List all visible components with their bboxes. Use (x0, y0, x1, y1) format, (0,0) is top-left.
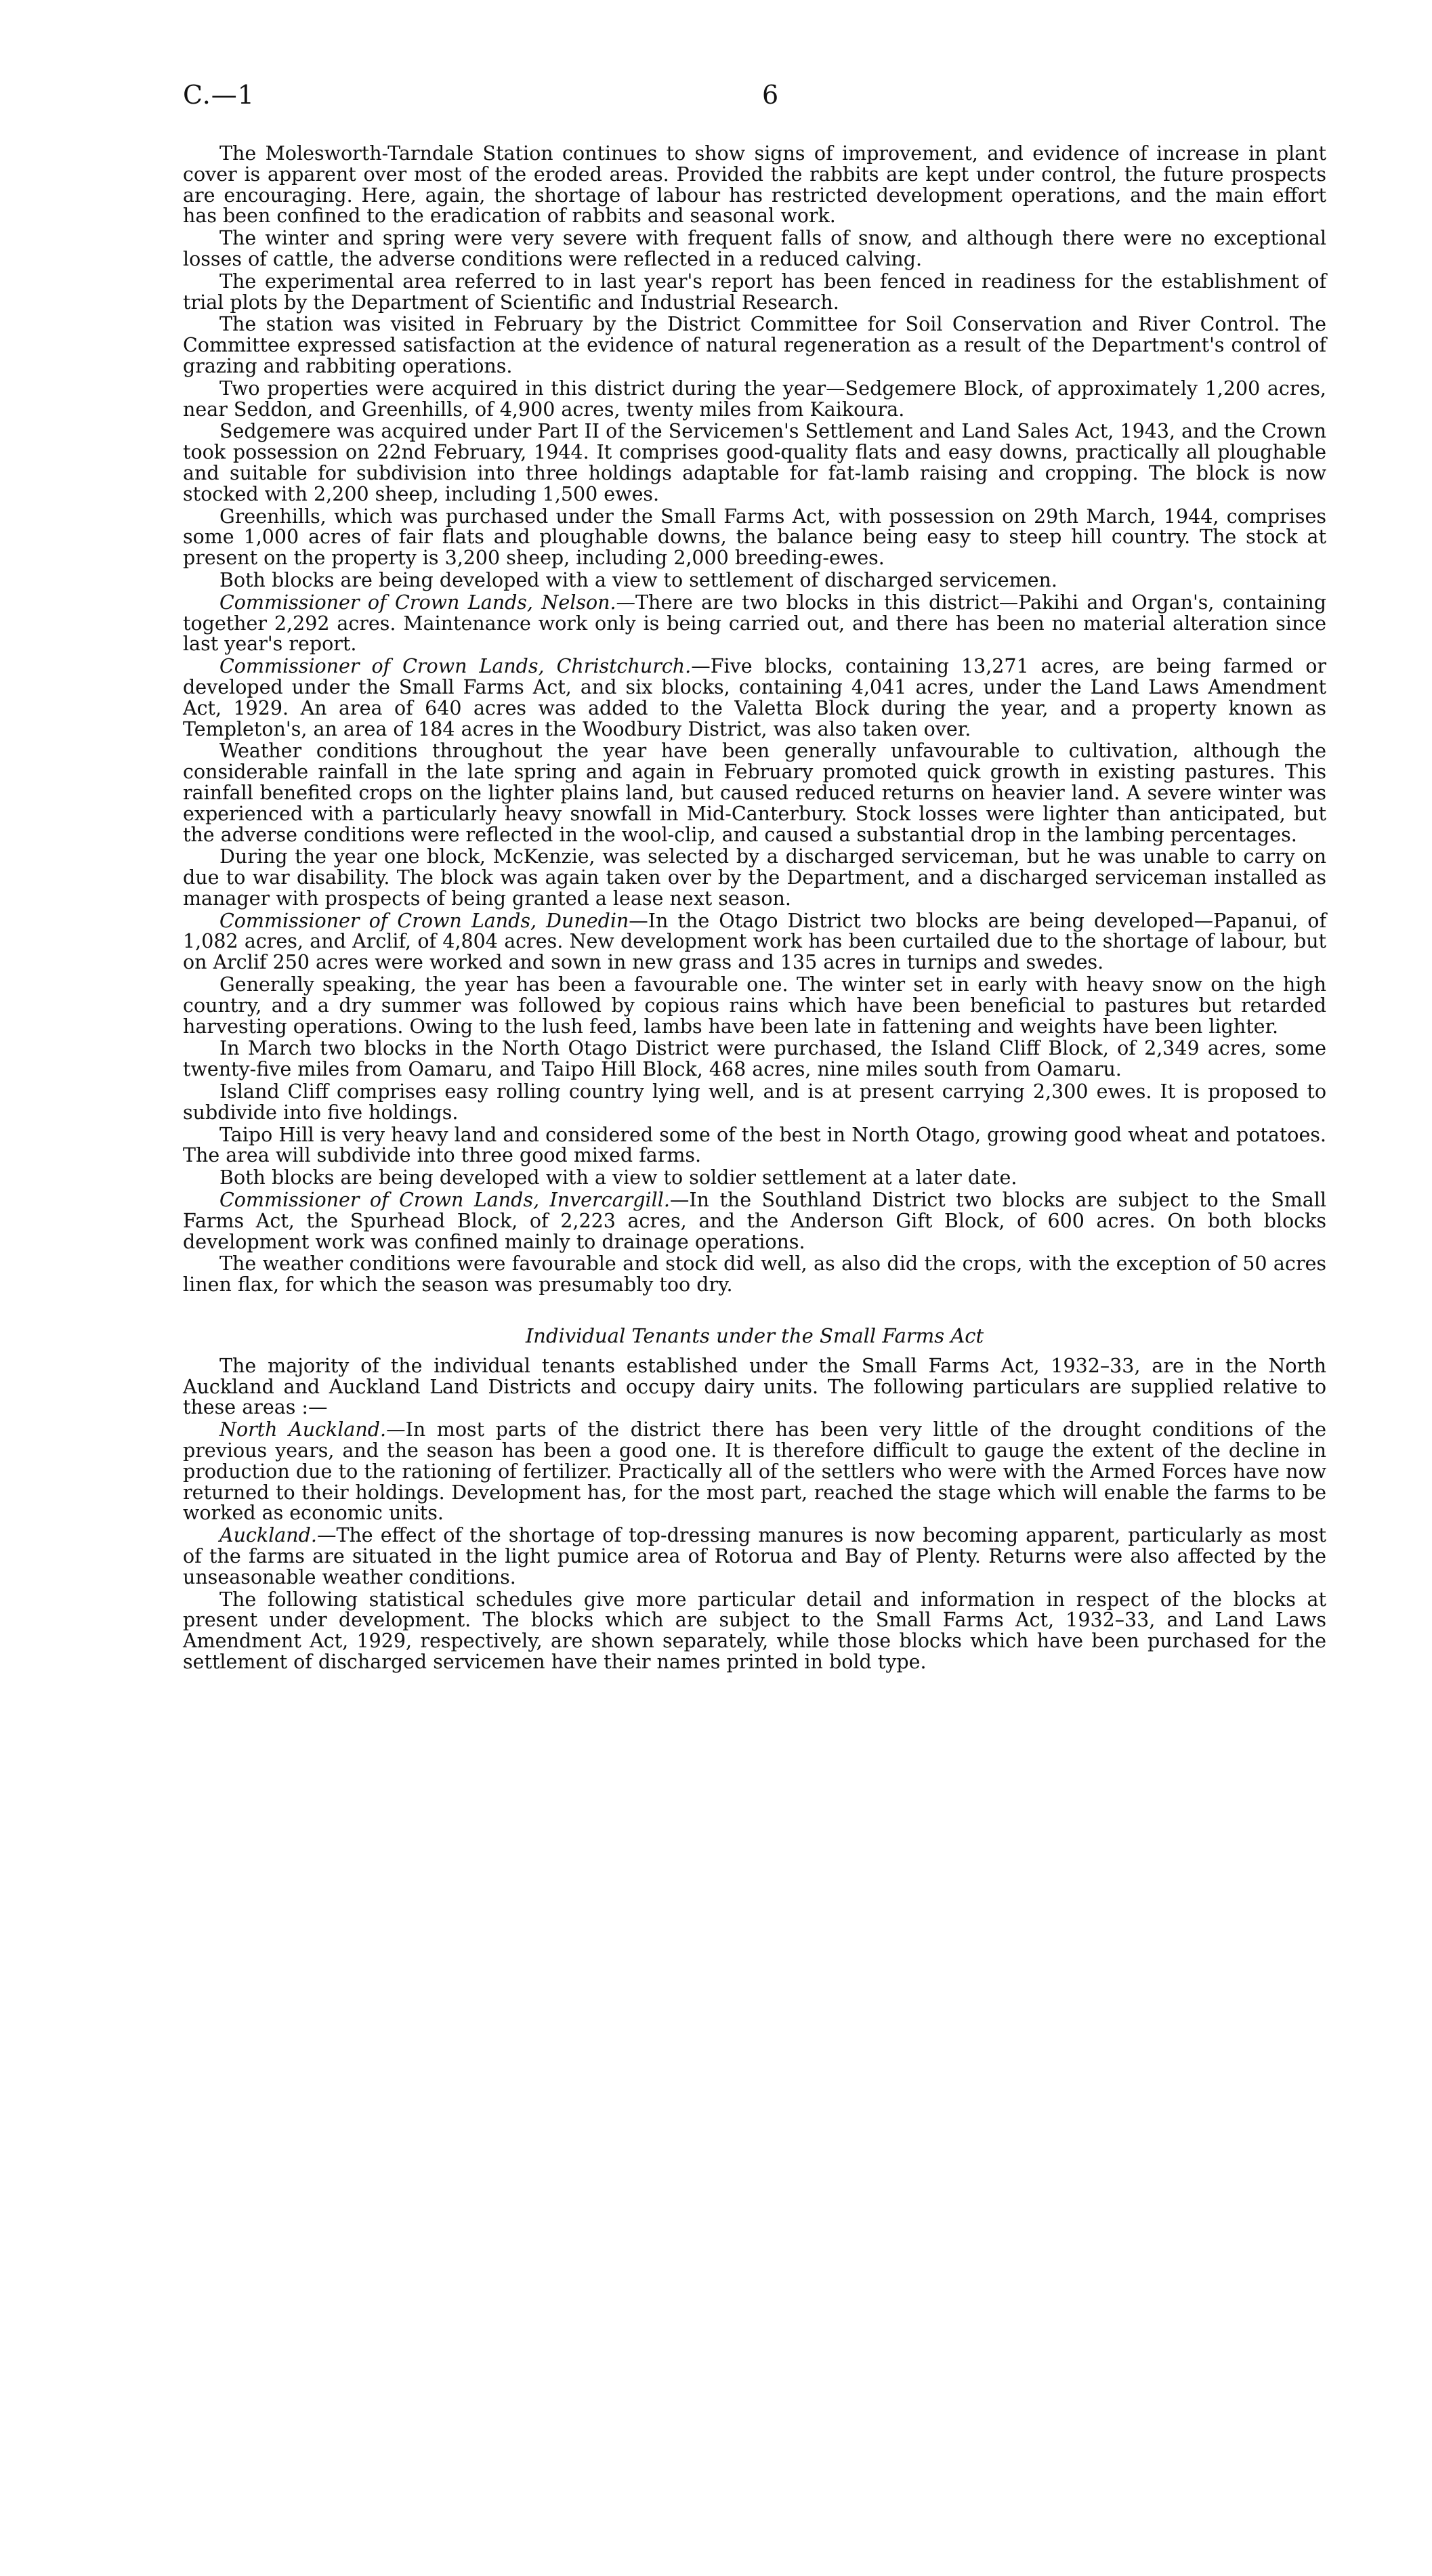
paragraph: Weather conditions throughout the year have been generally unfavourable to cultivation, although the considerable rainfall in the late spring and again in February promoted quick growth in existing pastures. This rainfall benefited crops on the lighter plains land, but caused reduced returns on heavier land. A severe winter was experienced with a particularly heavy snowfall in Mid-Canterbury. Stock losses were lighter than anticipated, but the adverse conditions were reflected in the wool-clip, and caused a substantial drop in the lambing percentages. (183, 740, 1326, 846)
auckland-text: —The effect of the shortage of top-dressing manures is now becoming apparent, particularly as most of the farms are situated in the light pumice area of Rotorua and Bay of Plenty. Returns were also affected by the unseasonable weather conditions. (183, 1524, 1326, 1588)
paragraph: The winter and spring were very severe with frequent falls of snow, and although there were no exceptional losses of cattle, the adverse conditions were reflected in a reduced calving. (183, 227, 1326, 270)
paragraph-nelson (183, 593, 1326, 655)
paragraph-christchurch (183, 656, 1326, 740)
paragraph: Island Cliff comprises easy rolling country lying well, and is at present carrying 2,300 ewes. It is proposed to subdivide into five holdings. (183, 1080, 1326, 1124)
paragraph: In March two blocks in the North Otago District were purchased, the Island Cliff Block, of 2,349 acres, some twenty-five miles from Oamaru, and Taipo Hill Block, 468 acres, nine miles south from Oamaru. (183, 1037, 1326, 1081)
paragraph: Generally speaking, the year has been a favourable one. The winter set in early with heavy snow on the high country, and a dry summer was followed by copious rains which have been beneficial to pastures but retarded harvesting operations. Owing to the lush feed, lambs have been late in fattening and weights have been lighter. (183, 973, 1326, 1038)
christchurch-text: —Five blocks, containing 13,271 acres, are being farmed or developed under the Small Farms Act, and six blocks, containing 4,041 acres, under the Land Laws Amendment Act, 1929. An area of 640 acres was added to the Valetta Block during the year, and a property known as Templeton's, an area of 184 acres in the Woodbury District, was also taken over. (183, 655, 1326, 740)
paragraph-auckland (183, 1525, 1326, 1588)
paragraph: The weather conditions were favourable and stock did well, as also did the crops, with the exception of 50 acres linen flax, for which the season was presumably too dry. (183, 1252, 1326, 1296)
christchurch-label: Commissioner of Crown Lands, Christchurch. (219, 655, 692, 678)
paragraph: Sedgemere was acquired under Part II of the Servicemen's Settlement and Land Sales Act, 1943, and the Crown took possession on 22nd February, 1944. It comprises good-quality flats and easy downs, practically all ploughable and suitable for subdivision into three holdings adaptable for fat-lamb raising and cropping. The block is now stocked with 2,200 sheep, including 1,500 ewes. (183, 420, 1326, 505)
paragraph: The majority of the individual tenants established under the Small Farms Act, 1932–33, are in the North Auckland and Auckland Land Districts and occupy dairy units. The following particulars are supplied relative to these areas :— (183, 1354, 1326, 1419)
paragraph: Two properties were acquired in this district during the year—Sedgemere Block, of approximately 1,200 acres, near Seddon, and Greenhills, of 4,900 acres, twenty miles from Kaikoura. (183, 377, 1326, 421)
section-heading: Individual Tenants under the Small Farms Act (525, 1324, 984, 1348)
paragraph: Both blocks are being developed with a view to soldier settlement at a later date. (219, 1166, 1017, 1189)
auckland-label: Auckland. (219, 1524, 317, 1547)
paragraph-north-auckland (183, 1420, 1326, 1524)
document-reference: C.—1 (183, 80, 255, 110)
paragraph: The experimental area referred to in last year's report has been fenced in readiness for the establishment of trial plots by the Department of Scientific and Industrial Research. (183, 270, 1326, 314)
nelson-label: Commissioner of Crown Lands, Nelson. (219, 591, 616, 614)
paragraph: Both blocks are being developed with a view to settlement of discharged servicemen. (219, 568, 1057, 591)
invercargill-text: —In the Southland District two blocks are subject to the Small Farms Act, the Spurhead Block, of 2,223 acres, and the Anderson Gift Block, of 600 acres. On both blocks development work was confined mainly to drainage operations. (183, 1189, 1327, 1253)
document-body (183, 144, 1326, 1673)
page-number: 6 (762, 80, 779, 110)
dunedin-text: —In the Otago District two blocks are being developed—Papanui, of 1,082 acres, and Arclif, of 4,804 acres. New development work has been curtailed due to the shortage of labour, but on Arclif 250 acres were worked and sown in new grass and 135 acres in turnips and swedes. (183, 909, 1327, 974)
north-auckland-label: North Auckland. (219, 1418, 387, 1441)
invercargill-label: Commissioner of Crown Lands, Invercargill. (219, 1189, 670, 1212)
north-auckland-text: —In most parts of the district there has been very little of the drought conditions of the previous years, and the season has been a good one. It is therefore difficult to gauge the extent of the decline in production due to the rationing of fertilizer. Practically all of the settlers who were with the Armed Forces have now returned to their holdings. Development has, for the most part, reached the stage which will enable the farms to be worked as economic units. (183, 1418, 1327, 1525)
paragraph: During the year one block, McKenzie, was selected by a discharged serviceman, but he was unable to carry on due to war disability. The block was again taken over by the Department, and a discharged serviceman installed as manager with prospects of being granted a lease next season. (183, 845, 1326, 910)
paragraph-dunedin (183, 911, 1326, 973)
paragraph: Taipo Hill is very heavy land and considered some of the best in North Otago, growing good wheat and potatoes. The area will subdivide into three good mixed farms. (183, 1123, 1326, 1167)
paragraph: The following statistical schedules give more particular detail and information in respect of the blocks at present under development. The blocks which are subject to the Small Farms Act, 1932–33, and Land Laws Amendment Act, 1929, respectively, are shown separately, while those blocks which have been purchased for the settlement of discharged servicemen have their names printed in bold type. (183, 1588, 1326, 1673)
nelson-text: —There are two blocks in this district—Pakihi and Organ's, containing together 2,292 acres. Maintenance work only is being carried out, and there has been no material alteration since last year's report. (183, 591, 1326, 656)
paragraph: The station was visited in February by the District Committee for Soil Conservation and River Control. The Committee expressed satisfaction at the evidence of natural regeneration as a result of the Department's control of grazing and rabbiting operations. (183, 313, 1326, 377)
paragraph: Greenhills, which was purchased under the Small Farms Act, with possession on 29th March, 1944, comprises some 1,000 acres of fair flats and ploughable downs, the balance being easy to steep hill country. The stock at present on the property is 3,200 sheep, including 2,000 breeding-ewes. (183, 505, 1326, 570)
paragraph: The Molesworth-Tarndale Station continues to show signs of improvement, and evidence of increase in plant cover is apparent over most of the eroded areas. Provided the rabbits are kept under control, the future prospects are encouraging. Here, again, the shortage of labour has restricted development operations, and the main effort has been confined to the eradication of rabbits and seasonal work. (183, 142, 1326, 228)
page-header (183, 80, 1324, 121)
dunedin-label: Commissioner of Crown Lands, Dunedin (219, 909, 629, 932)
paragraph-invercargill (183, 1190, 1326, 1252)
